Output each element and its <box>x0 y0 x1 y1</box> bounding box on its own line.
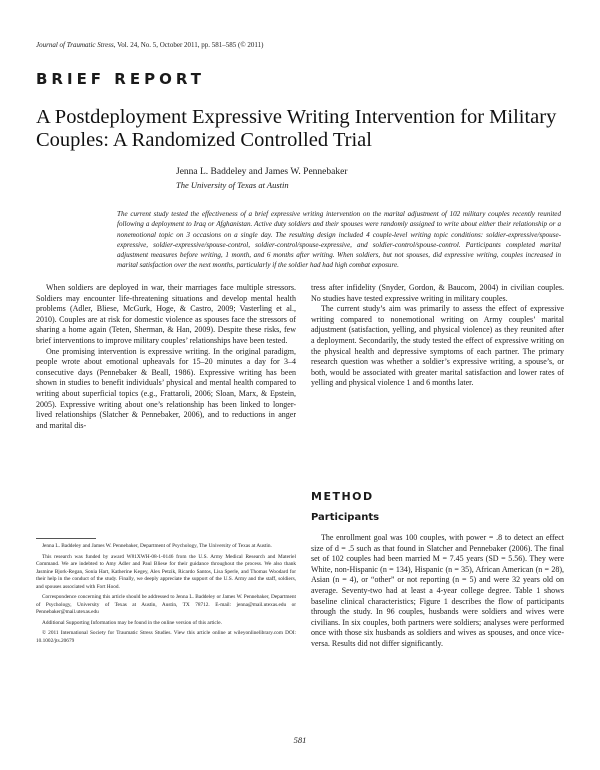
journal-name: Journal of Traumatic Stress <box>36 41 114 49</box>
footnote-affiliation: Jenna L. Baddeley and James W. Pennebaker, Department of Psychology, The University of Texas at Austin. <box>42 543 272 549</box>
footnotes <box>36 543 296 648</box>
article-title: A Postdeployment Expressive Writing Intervention for Military Couples: A Randomized Controlled Trial <box>36 106 557 151</box>
right-column-body <box>311 283 564 389</box>
footnote-supporting-info: Additional Supporting Information may be found in the online version of this article. <box>42 619 222 626</box>
footnote-correspondence: Correspondence concerning this article should be addressed to Jenna L. Baddeley or James W. Pennebaker, Department of Psychology, University of Texas at Austin, Austin, TX 78712. E-mail: jenna@mail.utexas.edu or Pennebaker@mail.utexas.edu <box>36 594 296 615</box>
participants-body <box>311 533 564 650</box>
section-heading-method: METHOD <box>311 490 374 503</box>
body-paragraph: tress after infidelity (Snyder, Gordon, & Baucom, 2004) in civilian couples. No studies have tested expressive writing in military couples. <box>311 283 564 303</box>
subsection-heading-participants: Participants <box>311 512 380 523</box>
journal-citation <box>36 41 264 49</box>
page-number: 581 <box>293 735 307 745</box>
body-paragraph: The current study’s aim was primarily to assess the effect of expressive writing compared to nonemotional writing on Army couples’ marital adjustment (satisfaction, yelling, and physical violence) as they reunited after a deployment. Secondarily, the study tested the effect of expressive writing on the physical health and depressive symptoms of each partner. The primary research question was whether a soldier’s expressive writing, a spouse’s, or both, would be associated with greater marital satisfaction and lower rates of yelling and physical violence 1 and 6 months later. <box>311 304 564 388</box>
footnote-funding: This research was funded by award W81XWH-08-1-0146 from the U.S. Army Medical Research and Materiel Command. We are indebted to Amy Adler and Paul Bliese for their guidance throughout the process. We also thank Jasmine Bjork-Regan, Sonia Hart, Katherine Kegey, Alex Petzik, Ricardo Santos, Lisa Sperle, and Thomas Woodard for their help in the conduct of the study. Finally, we deeply appreciate the support of the U.S. Army and the staff, soldiers, and spouses associated with Fort Hood. <box>36 553 296 590</box>
footnote-divider <box>36 538 96 539</box>
report-type-label: BRIEF REPORT <box>36 70 205 88</box>
body-paragraph: The enrollment goal was 100 couples, with power = .8 to detect an effect size of d = .5 such as that found in Slatcher and Pennebaker (2006). The final set of 102 couples had been married M = 7.45 years (SD = 5.56). They were White, non-Hispanic (n = 134), Hispanic (n = 35), African American (n = 28), Asian (n = 4), or “other” or not reporting (n = 5) and were 32 years old on average. Seventy-two had at least a 4-year college degree. Table 1 shows baseline clinical characteristics; Figure 1 describes the flow of participants through the study. In 96 couples, husbands were soldiers and wives were civilians. In six couples, both partners were soldiers; analyses were performed once with those six husbands as soldiers and wives as spouses, and once vice-versa. Results did not differ significantly. <box>311 533 564 648</box>
author-affiliation: The University of Texas at Austin <box>176 180 289 190</box>
abstract: The current study tested the effectiveness of a brief expressive writing intervention on the marital adjustment of 102 military couples recently reunited following a deployment to Iraq or Afghanistan. Active duty soldiers and their spouses were randomly assigned to write about either their relationship or a nonemotional topic on 3 occasions on a single day. The resulting design included 4 couple-level writing topic conditions: soldier-expressive/spouse-expressive, soldier-expressive/spouse-control, soldier-control/spouse-expressive, and soldier-control/spouse-control. Participants completed marital adjustment measures before writing, 1 month, and 6 months after writing. When soldiers, but not spouses, did expressive writing, couples increased in marital satisfaction over the next months, particularly if the soldier had had high combat exposure. <box>117 210 561 270</box>
left-column-body <box>36 283 296 431</box>
journal-details: , Vol. 24, No. 5, October 2011, pp. 581–585 (© 2011) <box>113 41 264 49</box>
body-paragraph: When soldiers are deployed in war, their marriages face multiple stressors. Soldiers may encounter life-threatening situations and develop mental health problems (Adler, Bliese, McGurk, Hoge, & Castro, 2009; Vasterling et al., 2010). Couples are at risk for domestic violence as spouses face the stressors of sharing a home again (Teten, Sherman, & Han, 2009). Despite these risks, few brief interventions to improve military couples’ relationships have been tested. <box>36 283 296 345</box>
author-list: Jenna L. Baddeley and James W. Pennebaker <box>176 167 348 177</box>
body-paragraph: One promising intervention is expressive writing. In the original paradigm, people wrote about emotional upheavals for 15–20 minutes a day for 3–4 consecutive days (Pennebaker & Beall, 1986). Expressive writing has been shown in studies to benefit individuals’ physical and mental health compared to writing about superficial topics (e.g., Frattaroli, 2006; Sloan, Marx, & Epstein, 2005). Expressive writing about one’s relationship has been linked to longer-lived relationships (Slatcher & Pennebaker, 2006), and to reductions in anger and marital dis- <box>36 346 296 430</box>
footnote-copyright: © 2011 International Society for Traumatic Stress Studies. View this article online at wileyonlinelibrary.com DOI: 10.1002/jts.20679 <box>36 630 296 644</box>
